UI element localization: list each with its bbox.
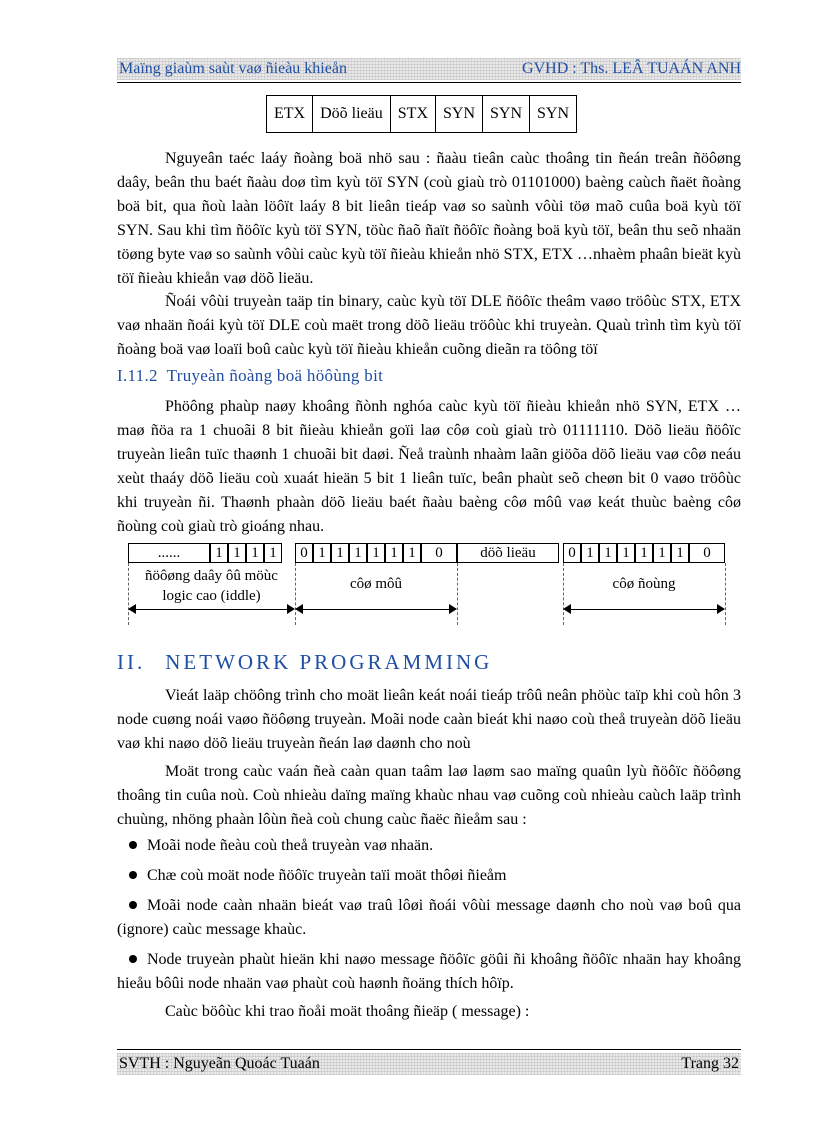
close-flag-bit: 1: [599, 543, 617, 563]
list-item: Moãi node caàn nhaän bieát vaø traû lôøi ñoái vôùi message daønh cho noù vaø boû qua (ignore) caùc message khaùc.: [117, 897, 741, 938]
frame-field: Döõ lieäu: [313, 96, 391, 133]
close-flag-bit: 0: [563, 543, 581, 563]
open-flag-bit: 1: [403, 543, 421, 563]
feature-list: [117, 834, 741, 1002]
bullet-icon: [129, 871, 137, 879]
footer-author: SVTH : Nguyeãn Quoác Tuaán: [119, 1055, 320, 1072]
header-divider: [117, 82, 741, 83]
paragraph-network-features: Moät trong caùc vaán ñeà caàn quan taâm laø laøm sao maïng quaûn lyù ñöôïc ñöôøng thoâng tin cuûa noù. Coù nhieàu daïng maïng khaùc nhau vaø cuõng coù nhieàu caùch laäp trình chuùng, nhöng phaàn lôùn ñeà coù chung caùc ñaëc ñieåm sau :: [117, 763, 741, 828]
bullet-icon: [129, 901, 137, 909]
bit-cell: 1: [210, 543, 228, 563]
open-flag-bit: 0: [295, 543, 313, 563]
close-flag-bit: 1: [617, 543, 635, 563]
subsection-heading: [117, 366, 383, 386]
open-flag-bit: 1: [349, 543, 367, 563]
list-item: Node truyeàn phaùt hieän khi naøo message ñöôïc göûi ñi khoâng ñöôïc nhaän hay khoâng hieåu bôûi node nhaän vaø phaùt coù haønh ñoäng thích hôïp.: [117, 951, 741, 992]
divider-dashed: [725, 563, 726, 625]
close-flag-bit: 1: [635, 543, 653, 563]
footer-divider: [117, 1049, 741, 1050]
close-flag-label: côø ñoùng: [612, 576, 676, 592]
arrow-left-icon: [563, 604, 571, 614]
open-flag-arrow-line: [297, 609, 455, 610]
arrow-right-icon: [717, 604, 725, 614]
open-flag-bit: 0: [421, 543, 457, 563]
page-header: [117, 58, 741, 80]
frame-field: SYN: [436, 96, 483, 133]
page-footer: [117, 1053, 741, 1075]
close-flag-bit: 1: [653, 543, 671, 563]
frame-field: STX: [390, 96, 435, 133]
frame-field: SYN: [530, 96, 577, 133]
paragraph-network-intro: Vieát laäp chöông trình cho moät lieân keát noái tieáp trôû neân phöùc taïp khi coù hôn 3 node cuøng noái vaøo ñöôøng truyeàn. Moãi node caàn bieát khi naøo coù theå truyeàn döõ lieäu vaø khi naøo döõ lieäu truyeàn ñeán laø daønh cho noù: [117, 687, 741, 752]
bullet-icon: [129, 841, 137, 849]
list-item: Chæ coù moät node ñöôïc truyeàn taïi moät thôøi ñieåm: [117, 864, 741, 888]
bit-cell: 1: [264, 543, 282, 563]
paragraph-sync-principle: Nguyeân taéc laáy ñoàng boä nhö sau : ñaàu tieân caùc thoâng tin ñeán treân ñöôøng daây, beân thu baét ñaàu doø tìm kyù töï SYN (coù giaù trò 01101000) baèng caùch ñaët ñoàng boä bit, qua ñoù laàn löôït laáy 8 bit lieân tieáp vaø so saùnh vôùi töø maõ cuûa boä kyù töï SYN. Sau khi tìm ñöôïc kyù töï SYN, töùc ñaõ ñaït ñöôïc ñoàng boä kyù töï, beân thu seõ nhaän töøng byte vaø so saùnh vôùi caùc kyù töï ñieàu khieån nhö STX, ETX …nhaèm phaân bieät kyù töï ñieàu khieån vaø döõ lieäu.: [117, 150, 741, 287]
close-flag-bit: 0: [689, 543, 725, 563]
frame-field: ETX: [267, 96, 313, 133]
open-flag-bit: 1: [367, 543, 385, 563]
arrow-left-icon: [128, 604, 136, 614]
open-flag-label: côø môû: [349, 576, 403, 592]
paragraph-binary-transfer: Ñoái vôùi truyeàn taäp tin binary, caùc kyù töï DLE ñöôïc theâm vaøo tröôùc STX, ETX vaø nhaän ñoái kyù töï DLE coù maët trong döõ lieäu tröôùc khi truyeàn. Quaù trình tìm kyù töï ñoàng boä vaø loaïi boû caùc kyù töï ñieàu khieån cuõng dieãn ra töông töï: [117, 293, 741, 358]
open-flag-bit: 1: [385, 543, 403, 563]
header-course-title: Maïng giaùm saùt vaø ñieàu khieån: [119, 60, 347, 77]
idle-label: [128, 566, 295, 606]
idle-label-line2: logic cao (iddle): [162, 588, 261, 604]
divider-dashed: [457, 563, 458, 625]
sync-frame-table: [266, 95, 577, 133]
section-heading: [117, 650, 492, 675]
section-title: NETWORK PROGRAMMING: [165, 650, 493, 674]
bullet-icon: [129, 955, 137, 963]
idle-label-line1: ñöôøng daây ôû möùc: [145, 568, 278, 584]
arrow-right-icon: [449, 604, 457, 614]
paragraph-message-steps: Caùc böôùc khi trao ñoåi moät thoâng ñieäp ( message) :: [165, 1003, 530, 1020]
close-flag-bit: 1: [581, 543, 599, 563]
paragraph-bit-oriented: Phöông phaùp naøy khoâng ñònh nghóa caùc kyù töï ñieàu khieån nhö SYN, ETX … maø ñöa ra 1 chuoãi 8 bit ñieàu khieån goïi laø côø coù giaù trò 01111110. Döõ lieäu ñöôïc truyeàn lieân tuïc thaønh 1 chuoãi bit daøi. Ñeå traùnh nhaàm laãn giöõa döõ lieäu vaø côø neáu xeùt thaáy döõ lieäu coù xuaát hieän 5 bit 1 lieân tuïc, beân phaùt seõ cheøn bit 0 vaøo tröôùc khi truyeàn ñi. Thaønh phaàn döõ lieäu baét ñaàu baèng côø môû vaø keát thuùc baèng côø ñoùng coù giaù trò gioáng nhau.: [117, 398, 741, 535]
open-flag-bit: 1: [331, 543, 349, 563]
close-flag-arrow-line: [565, 609, 723, 610]
section-number: II.: [117, 650, 146, 674]
bit-cell: 1: [246, 543, 264, 563]
idle-arrow-line: [130, 609, 293, 610]
header-instructor: GVHD : Ths. LEÂ TUAÁN ANH: [522, 60, 741, 77]
subsection-title: Truyeàn ñoàng boä höôùng bit: [166, 366, 384, 385]
list-item: Moãi node ñeàu coù theå truyeàn vaø nhaän.: [117, 834, 741, 858]
close-flag-bit: 1: [671, 543, 689, 563]
bit-cell: 1: [228, 543, 246, 563]
footer-page-number: Trang 32: [681, 1055, 739, 1072]
idle-cell: ......: [128, 543, 210, 563]
frame-field: SYN: [483, 96, 530, 133]
data-cell: döõ lieäu: [457, 543, 559, 563]
arrow-left-icon: [295, 604, 303, 614]
arrow-right-icon: [287, 604, 295, 614]
divider-dashed: [295, 563, 296, 625]
subsection-number: I.11.2: [117, 366, 158, 385]
divider-dashed: [563, 563, 564, 625]
open-flag-bit: 1: [313, 543, 331, 563]
